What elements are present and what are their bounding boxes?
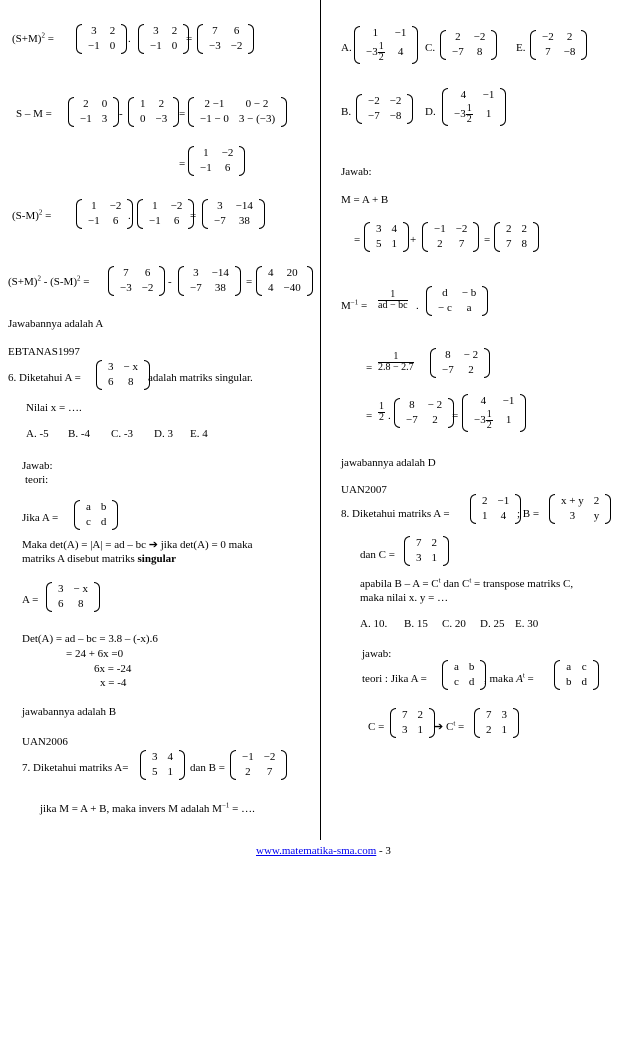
matrix-q8-b xyxy=(549,494,611,524)
matrix-cell: 2 −1 xyxy=(204,98,225,110)
matrix-cell: c xyxy=(86,516,91,528)
matrix-adj-values-2 xyxy=(394,398,454,428)
matrix-cell: 6 xyxy=(112,215,119,227)
matrix-cell: 2 xyxy=(437,238,443,250)
matrix-cell: −1 xyxy=(80,113,92,125)
matrix-cell: −7 xyxy=(190,282,202,294)
matrix-teori-a xyxy=(442,660,486,690)
matrix-m-inverse: 4 −1 −3 $\frac{1}{2}$ 1 xyxy=(462,394,526,432)
matrix-cell: 3 xyxy=(58,583,64,595)
equals: = xyxy=(366,362,373,374)
jawab-label-q8: jawab: xyxy=(362,648,392,660)
matrix-cell: 6 xyxy=(58,598,64,610)
matrix-cell: − 2 xyxy=(463,349,479,361)
c-equals: C = xyxy=(368,721,385,733)
matrix-cell: a xyxy=(454,661,459,673)
matrix-cell: −1 xyxy=(149,215,161,227)
q7-dan-b: dan B = xyxy=(190,762,225,774)
matrix-result-3 xyxy=(202,199,265,229)
matrix-b xyxy=(178,266,241,296)
matrix-cell: −7 xyxy=(452,46,464,58)
website-link[interactable]: www.matematika-sma.com xyxy=(256,845,377,857)
matrix-cell: −1 xyxy=(242,751,254,763)
matrix-cell: 2 xyxy=(521,223,527,235)
equals: = xyxy=(452,410,459,422)
matrix-option-b xyxy=(356,94,413,124)
matrix-cell: −1 xyxy=(88,215,100,227)
matrix-cell: −3 xyxy=(120,282,132,294)
matrix-cell: b xyxy=(100,501,107,513)
option-c: C. xyxy=(425,42,436,54)
matrix-cell: 2 xyxy=(486,724,492,736)
teori-jika: teori : Jika A = xyxy=(362,673,427,685)
matrix-a-q6 xyxy=(46,582,100,612)
answer-d: jawabannya adalah D xyxy=(341,457,436,469)
matrix-s xyxy=(68,97,119,127)
equals: = xyxy=(484,234,491,246)
matrix-cell: −8 xyxy=(563,46,576,58)
matrix-q7-b xyxy=(230,750,287,780)
matrix-cell: 3 xyxy=(101,113,108,125)
matrix-a xyxy=(108,266,165,296)
matrix-cell: 0 xyxy=(140,113,146,125)
matrix-cell: a xyxy=(466,302,472,314)
matrix-m xyxy=(494,222,539,252)
matrix-sm-1 xyxy=(76,199,133,229)
matrix-cell: 3 xyxy=(91,25,97,37)
matrix-cell: 38 xyxy=(238,215,250,227)
matrix-cell: 8 xyxy=(409,399,415,411)
answer-a: Jawabannya adalah A xyxy=(8,318,104,330)
matrix-q8-c xyxy=(404,536,449,566)
matrix-cell: 2 xyxy=(468,364,474,376)
matrix-a-q7 xyxy=(364,222,409,252)
dot-operator: . xyxy=(128,210,131,222)
matrix-cell: −14 xyxy=(235,200,253,212)
matrix-cell: 3 xyxy=(152,751,158,763)
matrix-cell: − b xyxy=(461,287,477,299)
matrix-cell: 7 xyxy=(266,766,273,778)
matrix-cell: −2 xyxy=(230,40,243,52)
matrix-cell: c xyxy=(581,661,587,673)
matrix-cell: 3 xyxy=(569,510,576,522)
matrix-q6 xyxy=(96,360,150,390)
matrix-teori-at xyxy=(554,660,599,690)
equals: = xyxy=(186,33,193,45)
matrix-cell: d xyxy=(468,676,475,688)
matrix-cell: 6 xyxy=(173,215,180,227)
matrix-cell: 6 xyxy=(144,267,151,279)
matrix-b-q7 xyxy=(422,222,479,252)
matrix-cell: 0 xyxy=(101,98,108,110)
matrix-final xyxy=(256,266,313,296)
matrix-3-2 xyxy=(76,24,127,54)
equals: = xyxy=(366,410,373,422)
q8-option-e: E. 30 xyxy=(515,618,539,630)
matrix-cell: c xyxy=(454,676,459,688)
matrix-cell: −14 xyxy=(211,267,229,279)
matrix-cell: −3 xyxy=(209,40,221,52)
arrow-icon: ➔ xyxy=(148,539,158,551)
matrix-cell: b xyxy=(468,661,475,673)
jawab-label-right: Jawab: xyxy=(341,166,372,178)
matrix-cell: 0 xyxy=(171,40,178,52)
dan-c-label: dan C = xyxy=(360,549,395,561)
matrix-cell: −2 xyxy=(455,223,468,235)
m-inverse-label: $M^{-1}$ = xyxy=(341,298,368,312)
plus-operator: + xyxy=(410,234,417,246)
matrix-sm-2 xyxy=(137,199,197,229)
matrix-cell: 4 xyxy=(500,510,507,522)
matrix-cell: 5 xyxy=(152,766,158,778)
det-step-2: = 24 + 6x =0 xyxy=(66,648,124,660)
matrix-cell: 7 xyxy=(506,238,512,250)
matrix-cell: a xyxy=(86,501,91,513)
matrix-cell: 0 xyxy=(109,40,116,52)
matrix-cell: 3 − (−3) xyxy=(238,113,276,125)
matrix-cell: −1 xyxy=(88,40,100,52)
fraction-ad-bc: $\frac{1}{ad - bc}$ xyxy=(378,289,408,311)
q6-text-2: adalah matriks singular. xyxy=(148,372,253,384)
jawab-label: Jawab: xyxy=(22,460,53,472)
matrix-cell: 20 xyxy=(286,267,298,279)
matrix-cell: 8 xyxy=(77,598,84,610)
matrix-cell: −8 xyxy=(389,110,402,122)
q8-option-a: A. 10. xyxy=(360,618,388,630)
matrix-cell: 3 xyxy=(108,361,114,373)
matrix-cell: −7 xyxy=(442,364,454,376)
eq2-lhs: S – M = xyxy=(16,108,52,120)
matrix-cell: −3 xyxy=(155,113,168,125)
matrix-m xyxy=(128,97,179,127)
matrix-cell: d xyxy=(100,516,107,528)
det-step-1: Det(A) = ad – bc = 3.8 – (-x).6 xyxy=(22,633,158,645)
teori-label: teori: xyxy=(25,474,49,486)
matrix-3-2-b xyxy=(138,24,189,54)
a-equals: A = xyxy=(22,594,39,606)
det-step-4: x = -4 xyxy=(100,677,127,689)
answer-b: jawabannya adalah B xyxy=(22,706,117,718)
matrix-cell: −2 xyxy=(368,95,380,107)
matrix-cell: −1 − 0 xyxy=(200,113,229,125)
matrix-cell: 4 xyxy=(268,267,274,279)
matrix-cell: −7 xyxy=(214,215,226,227)
matrix-cell: 1 xyxy=(482,510,488,522)
matrix-adj xyxy=(426,286,488,316)
q6-nilai: Nilai x = …. xyxy=(26,402,82,414)
matrix-cell: −2 xyxy=(170,200,183,212)
uan2007-label: UAN2007 xyxy=(341,484,387,496)
matrix-cell: − c xyxy=(438,302,452,314)
equals: = xyxy=(179,108,186,120)
matrix-cell: 1 xyxy=(501,724,507,736)
uan2006-label: UAN2006 xyxy=(22,736,68,748)
matrix-cell: −2 xyxy=(542,31,554,43)
matrix-cell: −7 xyxy=(406,414,418,426)
matrix-cell: 7 xyxy=(416,537,422,549)
matrix-cell: 8 xyxy=(476,46,483,58)
matrix-cell: 2 xyxy=(432,414,438,426)
det-definition: Maka det(A) = |A| = ad – bc ➔ jika det(A) = 0 maka xyxy=(22,539,253,551)
matrix-result-1 xyxy=(197,24,254,54)
matrix-cell: 3 xyxy=(153,25,159,37)
matrix-cell: 4 xyxy=(391,223,397,235)
matrix-cell: −7 xyxy=(368,110,380,122)
matrix-cell: 1 xyxy=(152,200,158,212)
matrix-cell: − x xyxy=(123,361,138,373)
eq4-lhs: $(S+M)^2 - (S-M)^2$ = xyxy=(8,274,90,288)
matrix-cell: 3 xyxy=(416,552,422,564)
q8-text: 8. Diketahui matriks A = xyxy=(341,508,450,520)
matrix-option-c xyxy=(440,30,497,60)
matrix-subtraction xyxy=(188,97,287,127)
matrix-cell: d xyxy=(442,287,448,299)
matrix-cell: 2 xyxy=(566,31,573,43)
matrix-cell: d xyxy=(581,676,587,688)
matrix-cell: 3 xyxy=(501,709,507,721)
matrix-cell: 2 xyxy=(245,766,251,778)
matrix-option-e xyxy=(530,30,587,60)
q8-option-d: D. 25 xyxy=(480,618,505,630)
minus-operator: - xyxy=(168,276,172,288)
option-e: E. xyxy=(516,42,526,54)
matrix-cell: 7 xyxy=(545,46,551,58)
dot-operator: . xyxy=(388,410,391,422)
footer: www.matematika-sma.com - 3 xyxy=(256,845,391,857)
matrix-cell: 2 xyxy=(417,709,423,721)
matrix-cell: x + y xyxy=(561,495,584,507)
matrix-c-transpose xyxy=(474,708,519,738)
arrow-icon: ➔ xyxy=(434,721,444,733)
matrix-cell: 2 xyxy=(158,98,165,110)
matrix-cell: b xyxy=(566,676,572,688)
matrix-cell: −2 xyxy=(389,95,402,107)
q8-question: maka nilai x. y = … xyxy=(360,592,449,604)
matrix-cell: 7 xyxy=(486,709,492,721)
matrix-cell: 5 xyxy=(376,238,382,250)
dot-operator: . xyxy=(416,300,419,312)
m-equals: M = A + B xyxy=(341,194,389,206)
q6-option-b: B. -4 xyxy=(68,428,90,440)
matrix-cell: 3 xyxy=(217,200,223,212)
fraction-half: $\frac{1}{2}$ xyxy=(379,401,384,423)
matrix-cell: −2 xyxy=(473,31,486,43)
option-a: A. xyxy=(341,42,352,54)
q6-text: 6. Diketahui A = xyxy=(8,372,81,384)
matrix-cell: 7 xyxy=(212,25,218,37)
matrix-cell: 1 xyxy=(431,552,437,564)
matrix-option-d: 4 −1 −3 $\frac{1}{2}$ 1 xyxy=(442,88,506,126)
equals: = xyxy=(190,210,197,222)
q6-option-a: A. -5 xyxy=(26,428,49,440)
matrix-cell: 7 xyxy=(458,238,465,250)
matrix-cell: a xyxy=(566,661,572,673)
q8-option-b: B. 15 xyxy=(404,618,428,630)
matrix-cell: 2 xyxy=(593,495,600,507)
matrix-cell: −1 xyxy=(434,223,446,235)
dot-operator: . xyxy=(128,33,131,45)
maka-at: , maka $A^t$ = xyxy=(484,671,534,685)
matrix-cell: 1 xyxy=(417,724,423,736)
matrix-cell: 6 xyxy=(233,25,240,37)
matrix-cell: 2 xyxy=(431,537,437,549)
matrix-s-minus-m xyxy=(188,146,245,176)
matrix-q7-a xyxy=(140,750,185,780)
equals: = xyxy=(354,234,361,246)
matrix-cell: 1 xyxy=(140,98,146,110)
matrix-cell: y xyxy=(593,510,600,522)
matrix-cell: 2 xyxy=(83,98,89,110)
equals: = xyxy=(246,276,253,288)
matrix-cell: 1 xyxy=(203,147,209,159)
matrix-cell: −1 xyxy=(200,162,212,174)
ebtanas-label: EBTANAS1997 xyxy=(8,346,80,358)
matrix-option-a: 1 −1 −3 $\frac{1}{2}$ 4 xyxy=(354,26,418,64)
matrix-cell: − x xyxy=(73,583,88,595)
matrix-cell: 8 xyxy=(127,376,134,388)
matrix-cell: 0 − 2 xyxy=(245,98,269,110)
q8-condition: apabila $B - A = C^t$ dan $C^t$ = transpose matriks C, xyxy=(360,576,574,590)
matrix-cell: 1 xyxy=(167,766,173,778)
matrix-cell: 2 xyxy=(455,31,461,43)
matrix-cell: 6 xyxy=(108,376,114,388)
eq3-lhs: $(S-M)^2$ = xyxy=(12,208,52,222)
q7-text: 7. Diketahui matriks A= xyxy=(22,762,129,774)
matrix-cell: −2 xyxy=(263,751,276,763)
matrix-cell: 2 xyxy=(482,495,488,507)
jika-a: Jika A = xyxy=(22,512,59,524)
fraction-det: $\frac{1}{2.8 - 2.7}$ xyxy=(378,351,414,373)
matrix-c xyxy=(390,708,435,738)
q6-option-d: D. 3 xyxy=(154,428,173,440)
matrix-cell: 4 xyxy=(268,282,274,294)
q7-question: jika M = A + B, maka invers M adalah $M^{-1}$ = …. xyxy=(40,801,255,815)
minus-operator: - xyxy=(119,108,123,120)
q8-b-label: ; B = xyxy=(517,508,540,520)
det-step-3: 6x = -24 xyxy=(94,663,132,675)
matrix-cell: − 2 xyxy=(427,399,443,411)
eq1-lhs: $(S+M)^2$ = xyxy=(12,31,54,45)
matrix-abcd xyxy=(74,500,118,530)
matrix-cell: 3 xyxy=(193,267,199,279)
matrix-cell: 38 xyxy=(214,282,226,294)
matrix-cell: 2 xyxy=(506,223,512,235)
matrix-cell: 3 xyxy=(376,223,382,235)
matrix-cell: 1 xyxy=(91,200,97,212)
matrix-cell: 7 xyxy=(123,267,129,279)
matrix-cell: 2 xyxy=(109,25,116,37)
matrix-cell: −1 xyxy=(497,495,510,507)
matrix-cell: 6 xyxy=(224,162,231,174)
q6-option-c: C. -3 xyxy=(111,428,133,440)
matrix-cell: 2 xyxy=(171,25,178,37)
matrix-cell: −2 xyxy=(141,282,154,294)
matrix-cell: −40 xyxy=(283,282,301,294)
matrix-cell: −2 xyxy=(221,147,234,159)
det-definition-2: matriks A disebut matriks singular xyxy=(22,553,177,565)
c-transpose: ➔ $C^t$ = xyxy=(434,719,465,733)
matrix-q8-a xyxy=(470,494,521,524)
option-b: B. xyxy=(341,106,352,118)
matrix-cell: 3 xyxy=(402,724,408,736)
matrix-cell: −2 xyxy=(109,200,122,212)
matrix-cell: 4 xyxy=(167,751,173,763)
equals: = xyxy=(179,158,186,170)
matrix-cell: 8 xyxy=(521,238,527,250)
column-divider xyxy=(320,0,321,840)
q6-option-e: E. 4 xyxy=(190,428,208,440)
matrix-cell: 7 xyxy=(402,709,408,721)
q8-option-c: C. 20 xyxy=(442,618,466,630)
matrix-cell: 8 xyxy=(445,349,451,361)
matrix-cell: 1 xyxy=(391,238,397,250)
option-d: D. xyxy=(425,106,436,118)
matrix-adj-values xyxy=(430,348,490,378)
matrix-cell: −1 xyxy=(150,40,162,52)
